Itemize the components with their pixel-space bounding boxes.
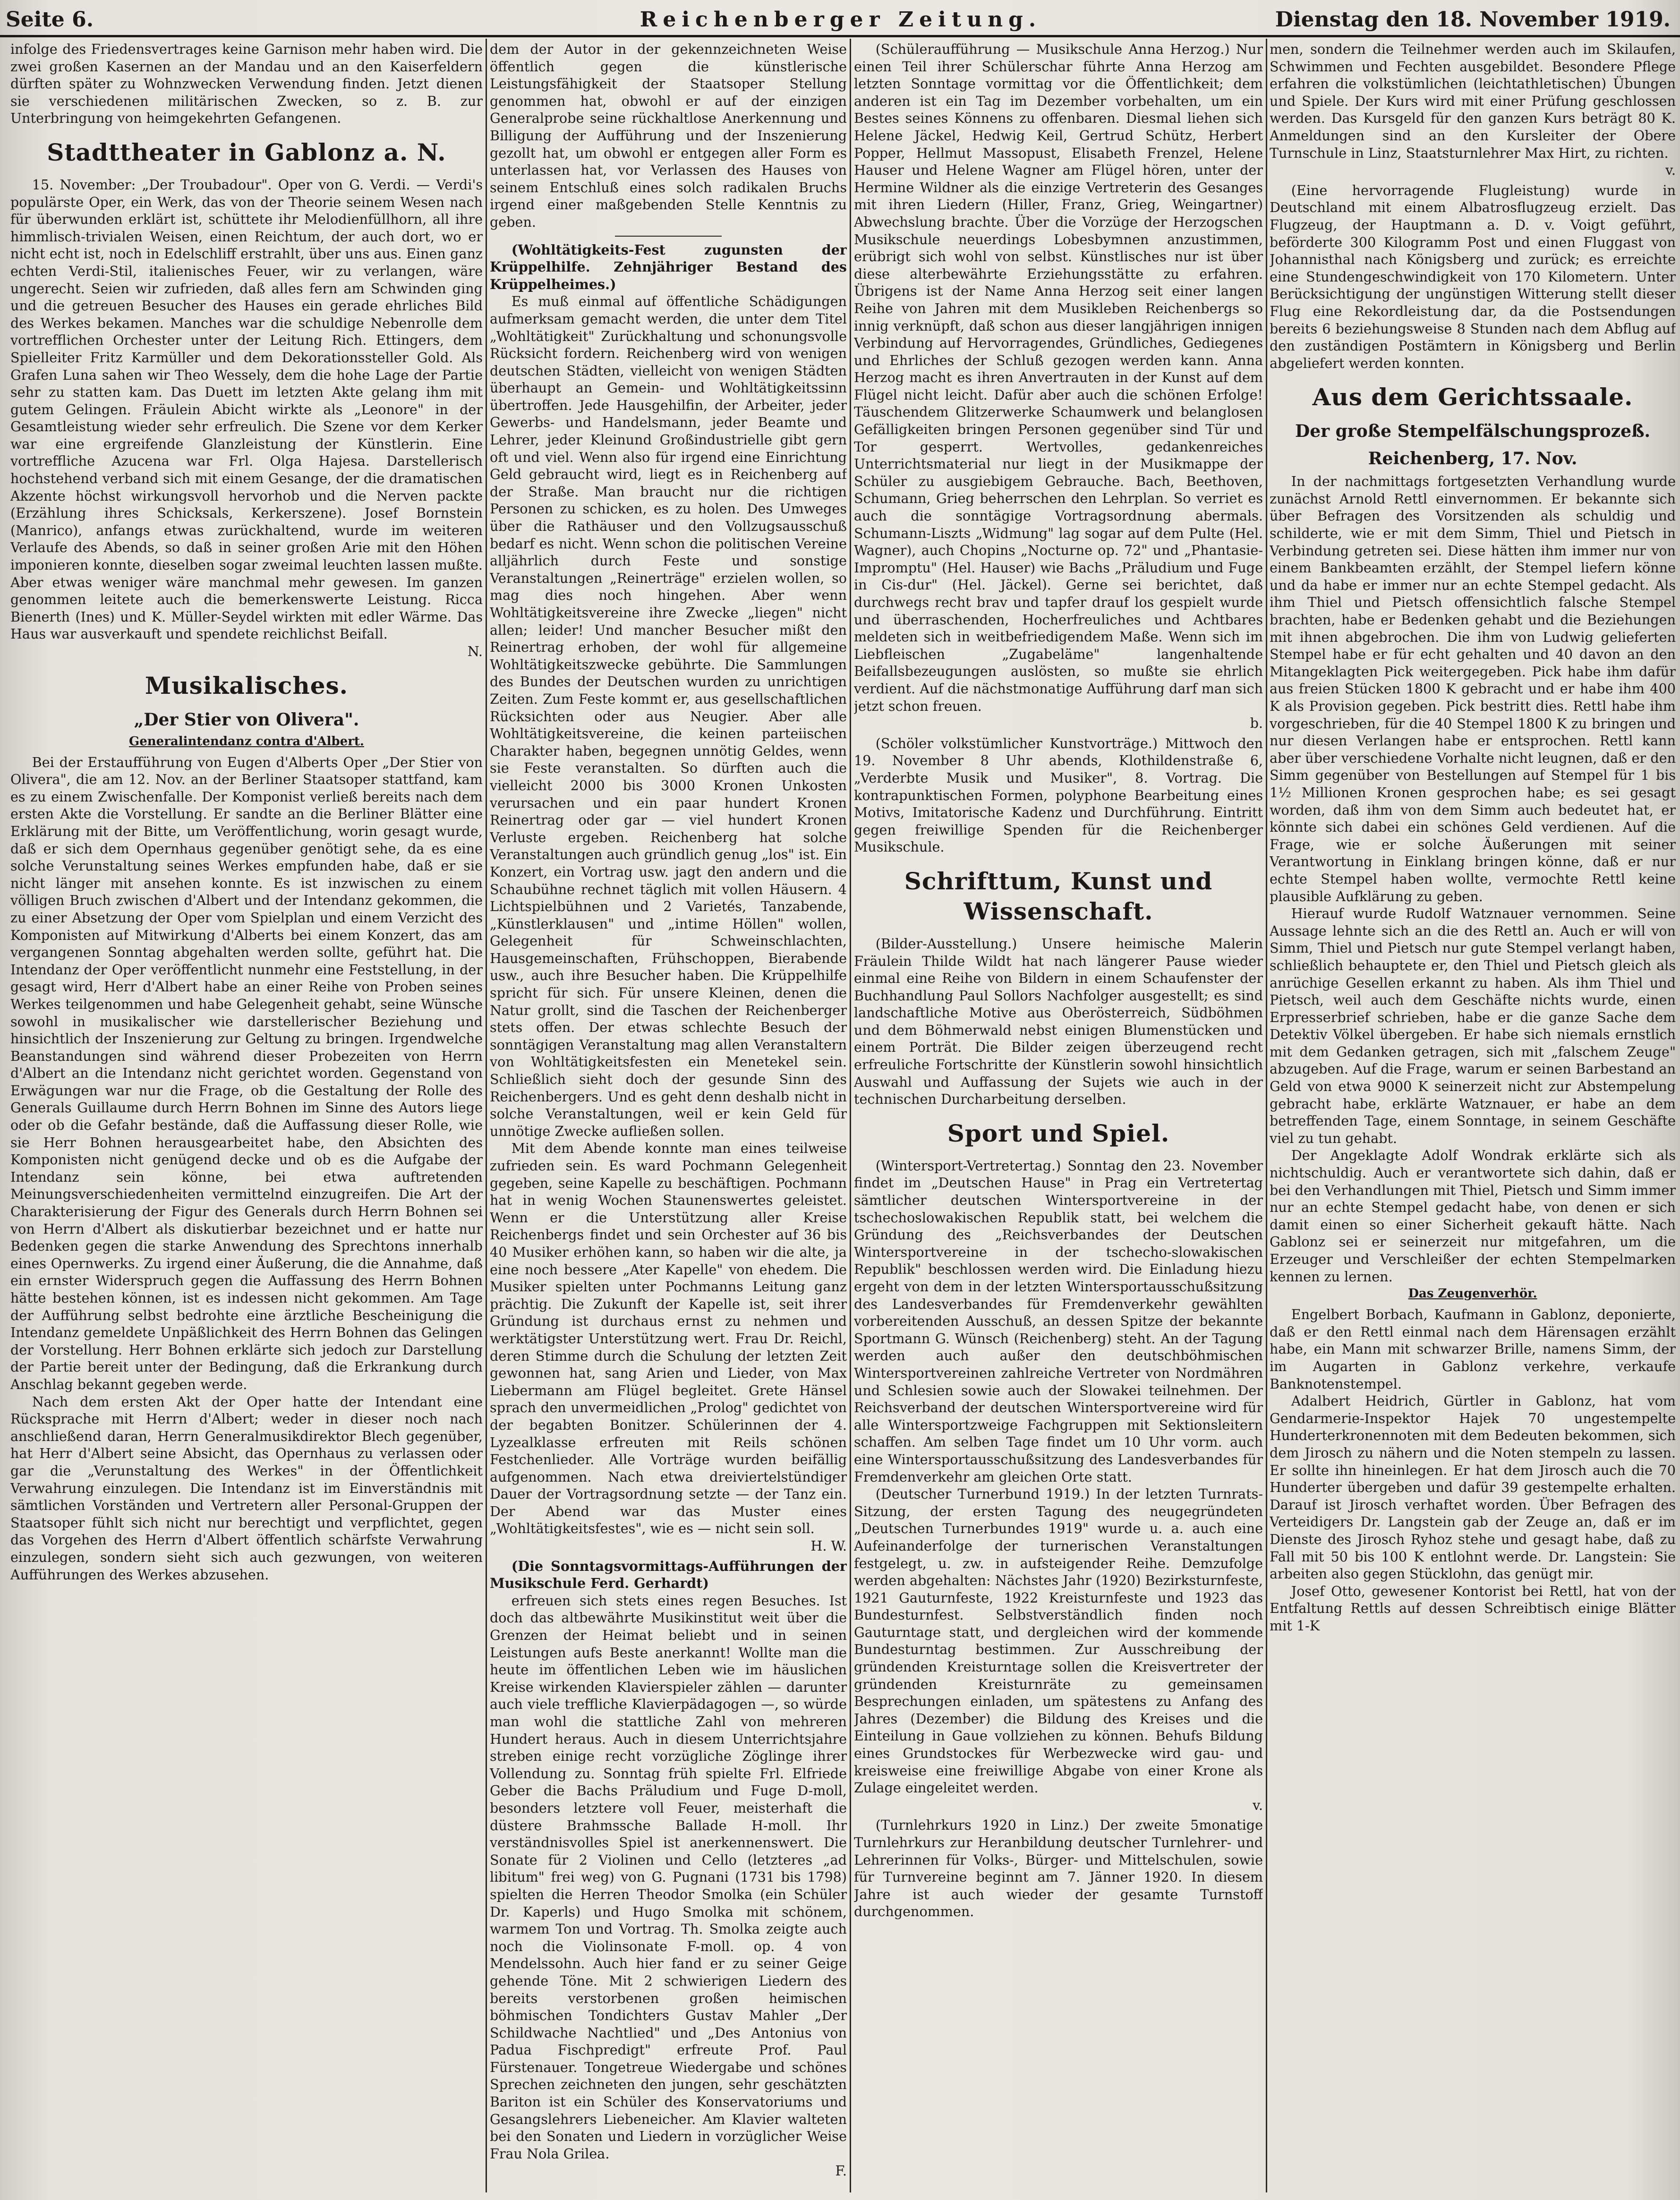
page-number: Seite 6. — [6, 8, 94, 32]
header-rule — [0, 35, 1680, 37]
article-dateline: Reichenberg, 17. Nov. — [1368, 449, 1578, 469]
section-heading-court: Aus dem Gerichtssaale. — [1312, 383, 1633, 411]
column-1 — [10, 41, 483, 2194]
column-2 — [490, 41, 847, 2194]
author-signature: H. W. — [810, 1538, 847, 1554]
article-paragraph: erfreuen sich stets eines regen Besuches. Ist doch das altbewährte Musikinstitut weit über die Grenzen der Heimat beliebt und in seinen Leistungen aufs Beste anerkannt! Wollte man die heute im öffentlichen Leben wie im häuslichen Kreise wirkenden Klavierspieler zählen — darunter auch viele treffliche Klavierpädagogen —, so würde man wohl die stattliche Zahl von mehreren Hundert heraus. Auch in diesem Unterrichtsjahre streben einige recht vorzügliche Zöglinge ihrer Vollendung zu. Sonntag früh spielte Frl. Elfriede Geber die Bachs Präludium und Fuge D-moll, besonders letztere voll Feuer, meisterhaft die düstere Brahmssche Ballade H-moll. Ihr verständnisvolles Spiel ist anerkennenswert. Die Sonate für 2 Violinen und Cello (letzteres „ad libitum" frei weg) von G. Pugnani (1731 bis 1798) spielten die Herren Theodor Smolka (ein Schüler Dr. Kaperls) und Hugo Smolka mit schönem, warmem Ton und Vortrag. Th. Smolka zeigte auch noch die Violinsonate F-moll. op. 4 von Mendelssohn. Auch hier fand er zu seiner Geige gehende Töne. Mit 2 schwierigen Liedern des bereits verstorbenen großen heimischen böhmischen Tondichters Gustav Mahler „Der Schildwache Nachtlied" und „Des Antonius von Padua Fischpredigt" erfreute Prof. Paul Fürstenauer. Tongetreue Wiedergabe und schönes Sprechen zeichneten den jungen, sehr geschätzten Bariton ist ein Schüler des Konservatoriums und Gesangslehrers Liebeneicher. Am Klavier walteten bei den Sonaten und Liedern in vorzüglicher Weise Frau Nola Grilea. — [490, 1592, 847, 2162]
article-paragraph: Engelbert Borbach, Kaufmann in Gablonz, deponierte, daß er den Rettl einmal nach dem Härensagen erzählt habe, ein Mann mit schwarzer Brille, namens Simm, der im Augarten in Gablonz verkehre, verkaufe Banknotenstempel. — [1270, 1306, 1676, 1392]
article-paragraph: (Schüleraufführung — Musikschule Anna Herzog.) Nur einen Teil ihrer Schülerschar führte Anna Herzog am letzten Sonntage vormittag vor die Öffentlichkeit; dem anderen ist ein Tag im Dezember vorbehalten, um ein Bestes seines Könnens zu offenbaren. Diesmal liehen sich Helene Jäckel, Hedwig Keil, Gertrud Schütz, Herbert Popper, Hellmut Massopust, Elisabeth Frenzel, Helene Hauser und Helene Wagner am Flügel hören, unter der Hermine Wildner als die einzige Vertreterin des Gesanges mit ihren Liedern (Hiller, Franz, Grieg, Weingartner) Abwechslung brachte. Über die Vorzüge der Herzogschen Musikschule neuerdings Lobesbymnen anzustimmen, erübrigt sich wohl von selbst. Künstlisches nur ist über diese alterbewährte Erziehungsstätte zu erfahren. Übrigens ist der Name Anna Herzog seit einer langen Reihe von Jahren mit dem Musikleben Reichenbergs so innig verknüpft, daß schon aus dieser langjährigen innigen Verbindung auf Hervorragendes, Gründliches, Gediegenes und Ehrliches der Schluß gezogen werden kann. Anna Herzog macht es ihren Anvertrauten in der Kunst auf dem Flügel nicht leicht. Dafür aber auch die schönen Erfolge! Täuschendem Glitzerwerke Schaumwerk und belanglosen Gefälligkeiten bringen Personen gegenüber sind Tür und Tor gesperrt. Wertvolles, gedankenreiches Unterrichtsmaterial nur liegt in der Musikmappe der Schüler zu ausgiebigem Gebrauche. Bach, Beethoven, Schumann, Grieg beherrschen den Lehrplan. So verriet es auch die sonntägige Vortragsordnung abermals. Schumann-Liszts „Widmung" lag sogar auf dem Pulte (Hel. Wagner), auch Chopins „Nocturne op. 72" und „Phantasie-Impromptu" (Hel. Hauser) wie Bachs „Präludium und Fuge in Cis-dur" (Hel. Jäckel). Gerne sei berichtet, daß durchwegs recht brav und tapfer drauf los gespielt wurde und überraschenden, Hocherfreuliches und Achtbares meldeten sich in weitbefriedigendem Maße. Wenn sich im Liebfleischen „Zugabeläme" langenhaltende Beifallsbezeugungen auslösten, so mußte sie ehrlich verdient. Auf die nächstmonatige Aufführung darf man sich jetzt schon freuen. — [854, 41, 1263, 714]
article-paragraph: Nach dem ersten Akt der Oper hatte der Intendant eine Rücksprache mit Herrn d'Albert; weder in dieser noch nach anschließend daran, Herrn Generalmusikdirektor Blech gegenüber, hat Herr d'Albert seine Absicht, das Opernhaus zu verlassen oder gar die „Verunstaltung des Werkes" in der Öffentlichkeit Verwahrung einzulegen. Die Intendanz ist im Einverständnis mit sämtlichen Vorständen und Vertretern aller Personal-Gruppen der Staatsoper fühlt sich nicht nur berechtigt und verpflichtet, gegen das Vorgehen des Herrn d'Albert öffentlich schärfste Verwahrung einzulegen, sondern sieht sich auch gezwungen, von weiteren Aufführungen des Werkes abzusehen. — [10, 1393, 483, 1583]
author-signature: F. — [835, 2163, 847, 2179]
article-lead: (Wohltätigkeits-Fest zugunsten der Krüppelhilfe. Zehnjähriger Bestand des Krüppelheimes.) — [490, 241, 847, 292]
column-divider — [1266, 39, 1267, 2192]
article-paragraph: Bei der Erstaufführung von Eugen d'Alberts Oper „Der Stier von Olivera", die am 12. Nov. an der Berliner Staatsoper stattfand, kam es zu einem Zwischenfalle. Der Komponist verließ bereits nach dem ersten Akte die Vorstellung. Er sandte an die Berliner Blätter eine Erklärung mit der Bitte, um Veröffentlichung, worin gesagt wurde, daß er sich dem Opernhaus gegenüber genötigt sehe, da es eine solche Verunstaltung seines Werkes empfunden habe, daß er sie nicht länger mit ansehen konnte. Es ist inzwischen zu einem völligen Bruch zwischen d'Albert und der Intendanz gekommen, die zu einer Absetzung der Oper vom Spielplan und einem Verzicht des Komponisten auf Mitwirkung d'Alberts bei einem Konzert, das am vergangenen Sonntag abgehalten werden sollte, geführt hat. Die Intendanz der Oper veröffentlicht nunmehr eine Feststellung, in der gesagt wird, Herr d'Albert habe an einer Reihe von Proben seines Werkes teilgenommen und habe Gelegenheit gehabt, seine Wünsche sowohl in musikalischer wie darstellerischer Beziehung und hinsichtlich der Inszenierung zur Geltung zu bringen. Irgendwelche Beanstandungen sind während dieser Probezeiten von Herrn d'Albert an die Intendanz nicht gerichtet worden. Gegenstand von Erwägungen war nur die Frage, ob die Gestaltung der Rolle des Generals Guillaume durch Herrn Bohnen im Sinne des Autors liege oder ob die Gefahr bestände, daß die Auffassung dieser Rolle, wie sie Herr Bohnen herausgearbeitet habe, den Absichten des Komponisten nicht genügend decke und ob es die Aufgabe der Intendanz sein könne, bei etwa auftretenden Meinungsverschiedenheiten vermittelnd einzugreifen. Die Art der Charakterisierung der Figur des Generals durch Herrn Bohnen sei von Herrn d'Albert als diskutierbar bezeichnet und er hatte nur Bedenken gegen die starke Anwendung des Sprechtons innerhalb eines Opernwerks. Zu irgend einer Äußerung, die die Annahme, daß ein ernster Widerspruch gegen die Auffassung des Herrn Bohnen hätte bestehen können, ist es indessen nicht gekommen. Am Tage der Aufführung selbst bedrohte eine ärztliche Bescheinigung die Intendanz gemeldete Unpäßlichkeit des Herrn Bohnen das Gelingen der Vorstellung. Herr Bohnen erklärte sich jedoch zur Darstellung der Partie bereit unter der Bedingung, daß die Erkrankung durch Anschlag bekannt gegeben werde. — [10, 754, 483, 1392]
article-paragraph: Adalbert Heidrich, Gürtler in Gablonz, hat vom Gendarmerie-Inspektor Hajek 70 ungestempelte Hunderterkronennoten mit dem Bedeuten bekommen, sich dem Jirosch zu nähern und die Noten stempeln zu lassen. Er sollte ihn hineinlegen. Er hat dem Jirosch auch die 70 Hunderter übergeben und dafür 39 gestempelte erhalten. Darauf ist Jirosch verhaftet worden. Über Befragen des Verteidigers Dr. Langstein gab der Zeuge an, daß er im Dienste des Jirosch Ryhoz stehe und gesagt habe, daß zu Fall mit 50 bis 100 K entlohnt werde. Dr. Langstein: Sie arbeiten also gegen Stücklohn, das genügt mir. — [1270, 1393, 1676, 1582]
section-heading-theater: Stadttheater in Gablonz a. N. — [47, 138, 446, 166]
article-continuation: men, sondern die Teilnehmer werden auch im Skilaufen, Schwimmen und Fechten ausgebildet. Besondere Pflege erfahren die volkstümlichen (leichtathletischen) Übungen und Spiele. Der Kurs wird mit einer Prüfung geschlossen werden. Das Kursgeld für den ganzen Kurs beträgt 80 K. Anmeldungen sind an den Kursleiter der Obere Turnschule in Linz, Staatsturnlehrer Max Hirt, zu richten. — [1270, 41, 1676, 161]
section-heading-literature: Schrifttum, Kunst und Wissenschaft. — [904, 867, 1213, 925]
article-paragraph: Josef Otto, gewesener Kontorist bei Rettl, hat von der Entfaltung Rettls auf dessen Schreibtisch einige Blätter mit 1-K — [1270, 1583, 1676, 1634]
article-paragraph: Der Angeklagte Adolf Wondrak erklärte sich als nichtschuldig. Auch er verantwortete sich dahin, daß er bei den Verhandlungen mit Thiel, Pietsch und Simm immer nur an echte Stempel gedacht habe, von denen er sich damit einen so einer Sicherheit gekauft hätte. Nach Gablonz sei er seinerzeit nur mitgefahren, um die Erzeuger und Verschleißer der echten Stempelmarken kennen zu lernen. — [1270, 1147, 1676, 1285]
article-paragraph: (Turnlehrkurs 1920 in Linz.) Der zweite 5monatige Turnlehrkurs zur Heranbildung deutscher Turnlehrer- und Lehrerinnen für Volks-, Bürger- und Mittelschulen, sowie für Turnvereine beginnt am 7. Jänner 1920. In diesem Jahre ist auch wieder der gesamte Turnstoff durchgenommen. — [854, 1817, 1263, 1920]
article-lead: (Die Sonntagsvormittags-Aufführungen der Musikschule Ferd. Gerhardt) — [490, 1558, 847, 1592]
article-paragraph: Mit dem Abende konnte man eines teilweise zufrieden sein. Es ward Pochmann Gelegenheit gegeben, seine Kapelle zu beschäftigen. Pochmann hat in wenig Wochen Staunenswertes geleistet. Wenn er die Unterstützung aller Kreise Reichenbergs findet und sein Orchester auf 36 bis 40 Musiker erhöhen kann, so haben wir die alte, ja eine noch bessere „Ater Kapelle" von ehedem. Die Musiker spielten unter Pochmanns Leitung ganz prächtig. Die Zukunft der Kapelle ist, seit ihrer Gründung ist durchaus ernst zu nehmen und werktätigster Unterstützung wert. Frau Dr. Reichl, deren Stimme durch die Schulung der letzten Zeit gewonnen hat, sang Arien und Lieder, von Max Liebermann am Flügel begleitet. Grete Hänsel sprach den unvermeidlichen „Prolog" gedichtet von der begabten Bonitzer. Schülerinnen der 4. Lyzealklasse erfreuten mit Reils schönen Festchenlieder. Alle Vorträge wurden beifällig aufgenommen. Nach etwa dreiviertelstündiger Dauer der Vortragsordnung setzte — der Tanz ein. Der Abend war das Muster eines „Wohltätigkeitsfestes", wie es — nicht sein soll. — [490, 1140, 847, 1537]
newspaper-title: Reichenberger Zeitung. — [640, 8, 1042, 32]
article-title: Der große Stempelfälschungsprozeß. — [1295, 421, 1650, 442]
theater-review: 15. November: „Der Troubadour". Oper von G. Verdi. — Verdi's populärste Oper, ein Werk, das von der Theorie seinem Wesen nach für überwunden erklärt ist, schüttete ihr Melodienfüllhorn, all ihre himmlisch-trivialen Weisen, einen Reichtum, der auch dort, wo er nicht echt ist, noch in Edelschliff erstrahlt, über uns aus. Einen ganz echten Verdi-Stil, italienisches Feuer, wir zu verlangen, wäre ungerecht. Seien wir zufrieden, daß alles fern am Schwinden ging und die getreuen Besucher des Hauses ein gerade ehrliches Bild des Werkes bekamen. Manches war die schuldige Nebenrolle dem vortrefflichen Orchester unter der Leitung Rich. Ettingers, dem Spielleiter Fritz Karmüller und dem Dekorationssteller Gold. Als Grafen Luna sahen wir Theo Wessely, dem die hohe Lage der Partie sehr zu statten kam. Das Duett im letzten Akte gelang ihm mit gutem Gelingen. Fräulein Abicht wirkte als „Leonore" in der Gesamtleistung wieder sehr erfreulich. Die Szene vor dem Kerker war eine ergreifende Glanzleistung der Künstlerin. Eine vortreffliche Azucena war Frl. Olga Hajesa. Darstellerisch hochstehend verband sich mit einem Gesange, der die dramatischen Akzente höchst wirkungsvoll hervorhob und die Nerven packte (Erzählung ihres Schicksals, Kerkerszene). Josef Bornstein (Manrico), anfangs etwas zurückhaltend, wurde im weiteren Verlaufe des Abends, so daß in seiner großen Arie mit den Höhen imponieren konnte, dieselben sogar zweimal leuchten lassen mußte. Aber etwas weniger wäre manchmal mehr gewesen. Im ganzen genommen leitete auch die bemerkenswerte Leistung. Ricca Bienerth (Ines) und K. Müller-Seydel wirkten mit edler Wärme. Das Haus war ausverkauft und spendete reichlichst Beifall. — [10, 176, 483, 642]
author-signature: N. — [467, 643, 483, 659]
column-divider — [850, 39, 851, 2192]
author-signature: v. — [1665, 162, 1676, 179]
article-paragraph: (Schöler volkstümlicher Kunstvorträge.) Mittwoch den 19. November 8 Uhr abends, Klothildenstraße 6, „Verderbte Musik und Musiker", 8. Vortrag. Die kontrapunktischen Formen, polyphone Bearbeitung eines Motivs, Imitatorische Kadenz und Durchführung. Eintritt gegen freiwillige Spenden für die Reichenberger Musikschule. — [854, 735, 1263, 855]
article-continuation: infolge des Friedensvertrages keine Garnison mehr haben wird. Die zwei großen Kasernen an der Mandau und an den Kaiserfeldern dürften später zu Wohnzwecken Verwendung finden. Jetzt dienen sie verschiedenen militärischen Zwecken, so z. B. zur Unterbringung von heimgekehrten Gefangenen. — [10, 41, 483, 127]
article-paragraph: (Eine hervorragende Flugleistung) wurde in Deutschland mit einem Albatrosflugzeug erzielt. Das Flugzeug, der Hauptmann a. D. v. Voigt geführt, beförderte 300 Kilogramm Post und einen Fluggast von Johannisthal nach Königsberg und zurück; es erreichte eine Stundengeschwindigkeit von 170 Kilometern. Unter Berücksichtigung der ungünstigen Witterung stellt dieser Flug eine Rekordleistung dar, da die Postsendungen bereits 6 beziehungsweise 8 Stunden nach dem Abflug auf den zuständigen Postämtern in Königsberg und Berlin abgeliefert werden konnten. — [1270, 182, 1676, 371]
article-paragraph: In der nachmittags fortgesetzten Verhandlung wurde zunächst Arnold Rettl einvernommen. Er bekannte sich über Befragen des Vorsitzenden als schuldig und schilderte, wie er mit dem Simm, Thiel und Pietsch in Verbindung getreten sei. Diese hätten ihm immer nur von einem Bankbeamten erzählt, der Stempel liefern könne und da habe er immer nur an echte Stempel gedacht. Als ihm Thiel und Pietsch offensichtlich falsche Stempel brachten, habe er Bedenken gehabt und die Beziehungen mit ihnen abgebrochen. Die ihm von Ludwig gelieferten Stempel habe er für echt gehalten und 40 davon an den Mitangeklagten Pick weitergegeben. Pick habe ihm dafür aus freien Stücken 1800 K gebracht und er habe ihm 400 K als Provision gegeben. Pick bestritt dies. Rettl habe ihm vorgeschrieben, für die 40 Stempel 1800 K zu bringen und nur diesen Verlangen habe er entsprochen. Rettl kann aber über verschiedene Vorhalte nicht leugnen, daß er den Simm gegenüber von Bestellungen auf Stempel für 1 bis 1½ Millionen Kronen gesprochen habe; es sei gesagt worden, daß ihm von dem Simm auch bedeutet hat, er könnte sich dabei ein schönes Geld verdienen. Auf die Frage, wie er solche Äußerungen mit seiner Verantwortung in Einklang bringen könne, daß er nur echte Stempel haben wollte, vermochte Rettl keine plausible Aufklärung zu geben. — [1270, 473, 1676, 904]
article-title: „Der Stier von Olivera". — [134, 709, 359, 730]
article-subtitle: Das Zeugenverhör. — [1408, 1287, 1537, 1301]
author-signature: v. — [1253, 1797, 1263, 1813]
author-signature: b. — [1250, 715, 1263, 732]
article-continuation: dem der Autor in der gekennzeichneten Weise öffentlich gegen die künstlerische Leistungsfähigkeit der Staatsoper Stellung genommen hat, obwohl er auf der einzigen Generalprobe seine rückhaltlose Anerkennung und Billigung der Aufführung und der Inszenierung gezollt hat, um obwohl er entgegen aller Form es unterlassen hat, vor Verlassen des Hauses von seinem Entschluß eines solch radikalen Bruchs irgend einer maßgebenden Stelle Kenntnis zu geben. — [490, 41, 847, 230]
article-subtitle: Generalintendanz contra d'Albert. — [129, 734, 364, 749]
section-heading-music: Musikalisches. — [145, 671, 349, 699]
column-4 — [1270, 41, 1676, 2194]
article-paragraph: Hierauf wurde Rudolf Watznauer vernommen. Seine Aussage lehnte sich an die des Rettl an. Auch er will von Simm, Thiel und Pietsch nur gute Stempel verlangt haben, schließlich behauptete er, den Thiel und Pietsch gleich als anrüchige Gesellen erkannt zu haben. Als ihm Thiel und Pietsch, weil auch dem Geschäfte nichts wurde, einen Erpresserbrief schrieben, habe er die ganze Sache dem Detektiv Völkel übergeben. Er habe sich niemals ernstlich mit dem Gedanken getragen, sich mit „falschem Zeuge" abzugeben. Auf die Frage, warum er seinen Barbestand an Geld von etwa 9000 K seinerzeit nicht zur Abstempelung gebracht habe, erklärte Watznauer, er habe an dem betreffenden Tage, einem Sonntage, in seinem Geschäfte viel zu tun gehabt. — [1270, 905, 1676, 1146]
section-heading-sport: Sport und Spiel. — [947, 1119, 1170, 1147]
column-divider — [486, 39, 487, 2192]
column-3 — [854, 41, 1263, 2194]
separator-rule — [615, 236, 722, 237]
article-paragraph: (Deutscher Turnerbund 1919.) In der letzten Turnrats-Sitzung, der ersten Tagung des neugegründeten „Deutschen Turnerbundes 1919" wurde u. a. auch eine Aufeinanderfolge der turnerischen Veranstaltungen festgelegt, u. zw. in aufsteigender Reihe. Demzufolge werden abgehalten: Nächstes Jahr (1920) Bezirksturnfeste, 1921 Gauturnfeste, 1922 Kreisturnfeste und 1923 das Bundesturnfest. Selbstverständlich finden noch Gauturntage statt, und dergleichen wird der kommende Bundesturntag bestimmen. Zur Ausschreibung der gründenden Kreisturntage sollen die Kreisvertreter der gründenden Kreisturnräte zu gemeinsamen Besprechungen einladen, um spätestens zu Anfang des Jahres (Dezember) die Bildung des Kreises und die Einteilung in Gaue vollziehen zu können. Behufs Bildung eines Grundstockes für Werbezwecke wird gau- und kreisweise eine freiwillige Abgabe von einer Krone als Zulage eingeleitet werden. — [854, 1486, 1263, 1796]
article-paragraph: (Bilder-Ausstellung.) Unsere heimische Malerin Fräulein Thilde Wildt hat nach längerer Pause wieder einmal eine Reihe von Bildern in einem Schaufenster der Buchhandlung Paul Sollors Nachfolger ausgestellt; es sind landschaftliche Motive aus Oberösterreich, Südböhmen und dem Böhmerwald nebst einigen Blumenstücken und einem Porträt. Die Bilder zeigen überzeugend recht erfreuliche Fortschritte der Künstlerin sowohl hinsichtlich Auswahl und Auffassung der Sujets wie auch in der technischen Durcharbeitung derselben. — [854, 935, 1263, 1108]
article-paragraph: (Wintersport-Vertretertag.) Sonntag den 23. November findet im „Deutschen Hause" in Prag ein Vertretertag sämtlicher deutschen Wintersportvereine in der tschechoslowakischen Republik statt, bei welchem die Gründung des „Reichsverbandes der Deutschen Wintersportvereine in der tschecho-slowakischen Republik" beschlossen werden wird. Die Einladung hiezu ergeht von dem in der letzten Wintersportausschußsitzung des Landesverbandes für Fremdenverkehr gewählten vorbereitenden Ausschuß, an dessen Spitze der bekannte Sportmann G. Wünsch (Reichenberg) steht. An der Tagung werden auch außer den deutschböhmischen Wintersportvereinen zahlreiche Vertreter von Nordmähren und Schlesien sowie auch der Slowakei teilnehmen. Der Reichsverband der deutschen Wintersportvereine wird für alle Wintersportzweige Fachgruppen mit Sektionsleitern schaffen. Am selben Tage findet um 10 Uhr vorm. auch eine Wintersportausschußsitzung des Landesverbandes für Fremdenverkehr am gleichen Orte statt. — [854, 1157, 1263, 1485]
issue-date: Dienstag den 18. November 1919. — [1275, 8, 1671, 32]
article-paragraph: Es muß einmal auf öffentliche Schädigungen aufmerksam gemacht werden, die unter dem Titel „Wohltätigkeit" Zurückhaltung und schonungsvolle Rücksicht fordern. Reichenberg wird von wenigen deutschen Städten, vielleicht von wenigen Städten überhaupt an Gemein- und Wohltätigkeitssinn übertroffen. Jede Hausgehilfin, der Arbeiter, jeder Gewerbs- und Handelsmann, jeder Beamte und Lehrer, jeder Kleinund Großindustrielle gibt gern oft und viel. Wenn also für irgend eine Einrichtung Geld gebraucht wird, liegt es in Reichenberg auf der Straße. Man braucht nur die richtigen Personen zu schicken, es zu holen. Des Umweges über die Rathäuser und den Vollzugsausschuß bedarf es nicht. Wenn schon die politischen Vereine alljährlich durch Feste und sonstige Veranstaltungen „Reinerträge" erzielen wollen, so mag dies noch hingehen. Aber wenn Wohltätigkeitsvereine ihre Zwecke „liegen" nicht allen; leider! Und mancher Besucher mißt den Reinertrag erhoben, der wohl für allgemeine Wohltätigkeitszwecke gebührte. Die Sammlungen des Bundes der Deutschen wurden zu unrichtigen Zeiten. Zum Feste kommt er, aus gesellschaftlichen Rücksichten oder aus Neugier. Aber alle Wohltätigkeitsvereine, die keinen parteiischen Charakter haben, begegnen unnötig Geldes, wenn sie Feste veranstalten. So dürften auch die vielleicht 2000 bis 3000 Kronen Unkosten verursachen und ein paar hundert Kronen Reinertrag oder gar — viel hundert Kronen Verluste ergeben. Reichenberg hat solche Veranstaltungen auch gründlich genug „los" ist. Ein Konzert, ein Vortrag usw. jagt den andern und die Schaubühne rechnet täglich mit vollen Häusern. 4 Lichtspielbühnen und 2 Varietés, Tanzabende, „Künstlerklausen" und „intime Höllen" wollen, Gelegenheit für Schweinschlachten, Hausgemeinschaften, Frühschoppen, Bierabende usw., auch ihre Besucher haben. Die Krüppelhilfe spricht für sich. Für unsere Kleinen, denen die Natur grollt, sind die Taschen der Reichenberger stets offen. Der etwas schlechte Besuch der sonntägigen Veranstaltung mag allen Veranstaltern von Wohltätigkeitsfesten ein Menetekel sein. Schließlich sieht doch der gesunde Sinn des Reichenbergers. Und es geht denn deshalb nicht in solche Veranstaltungen, weil er kein Geld für unnötige Zwecke aufließen sollen. — [490, 293, 847, 1139]
